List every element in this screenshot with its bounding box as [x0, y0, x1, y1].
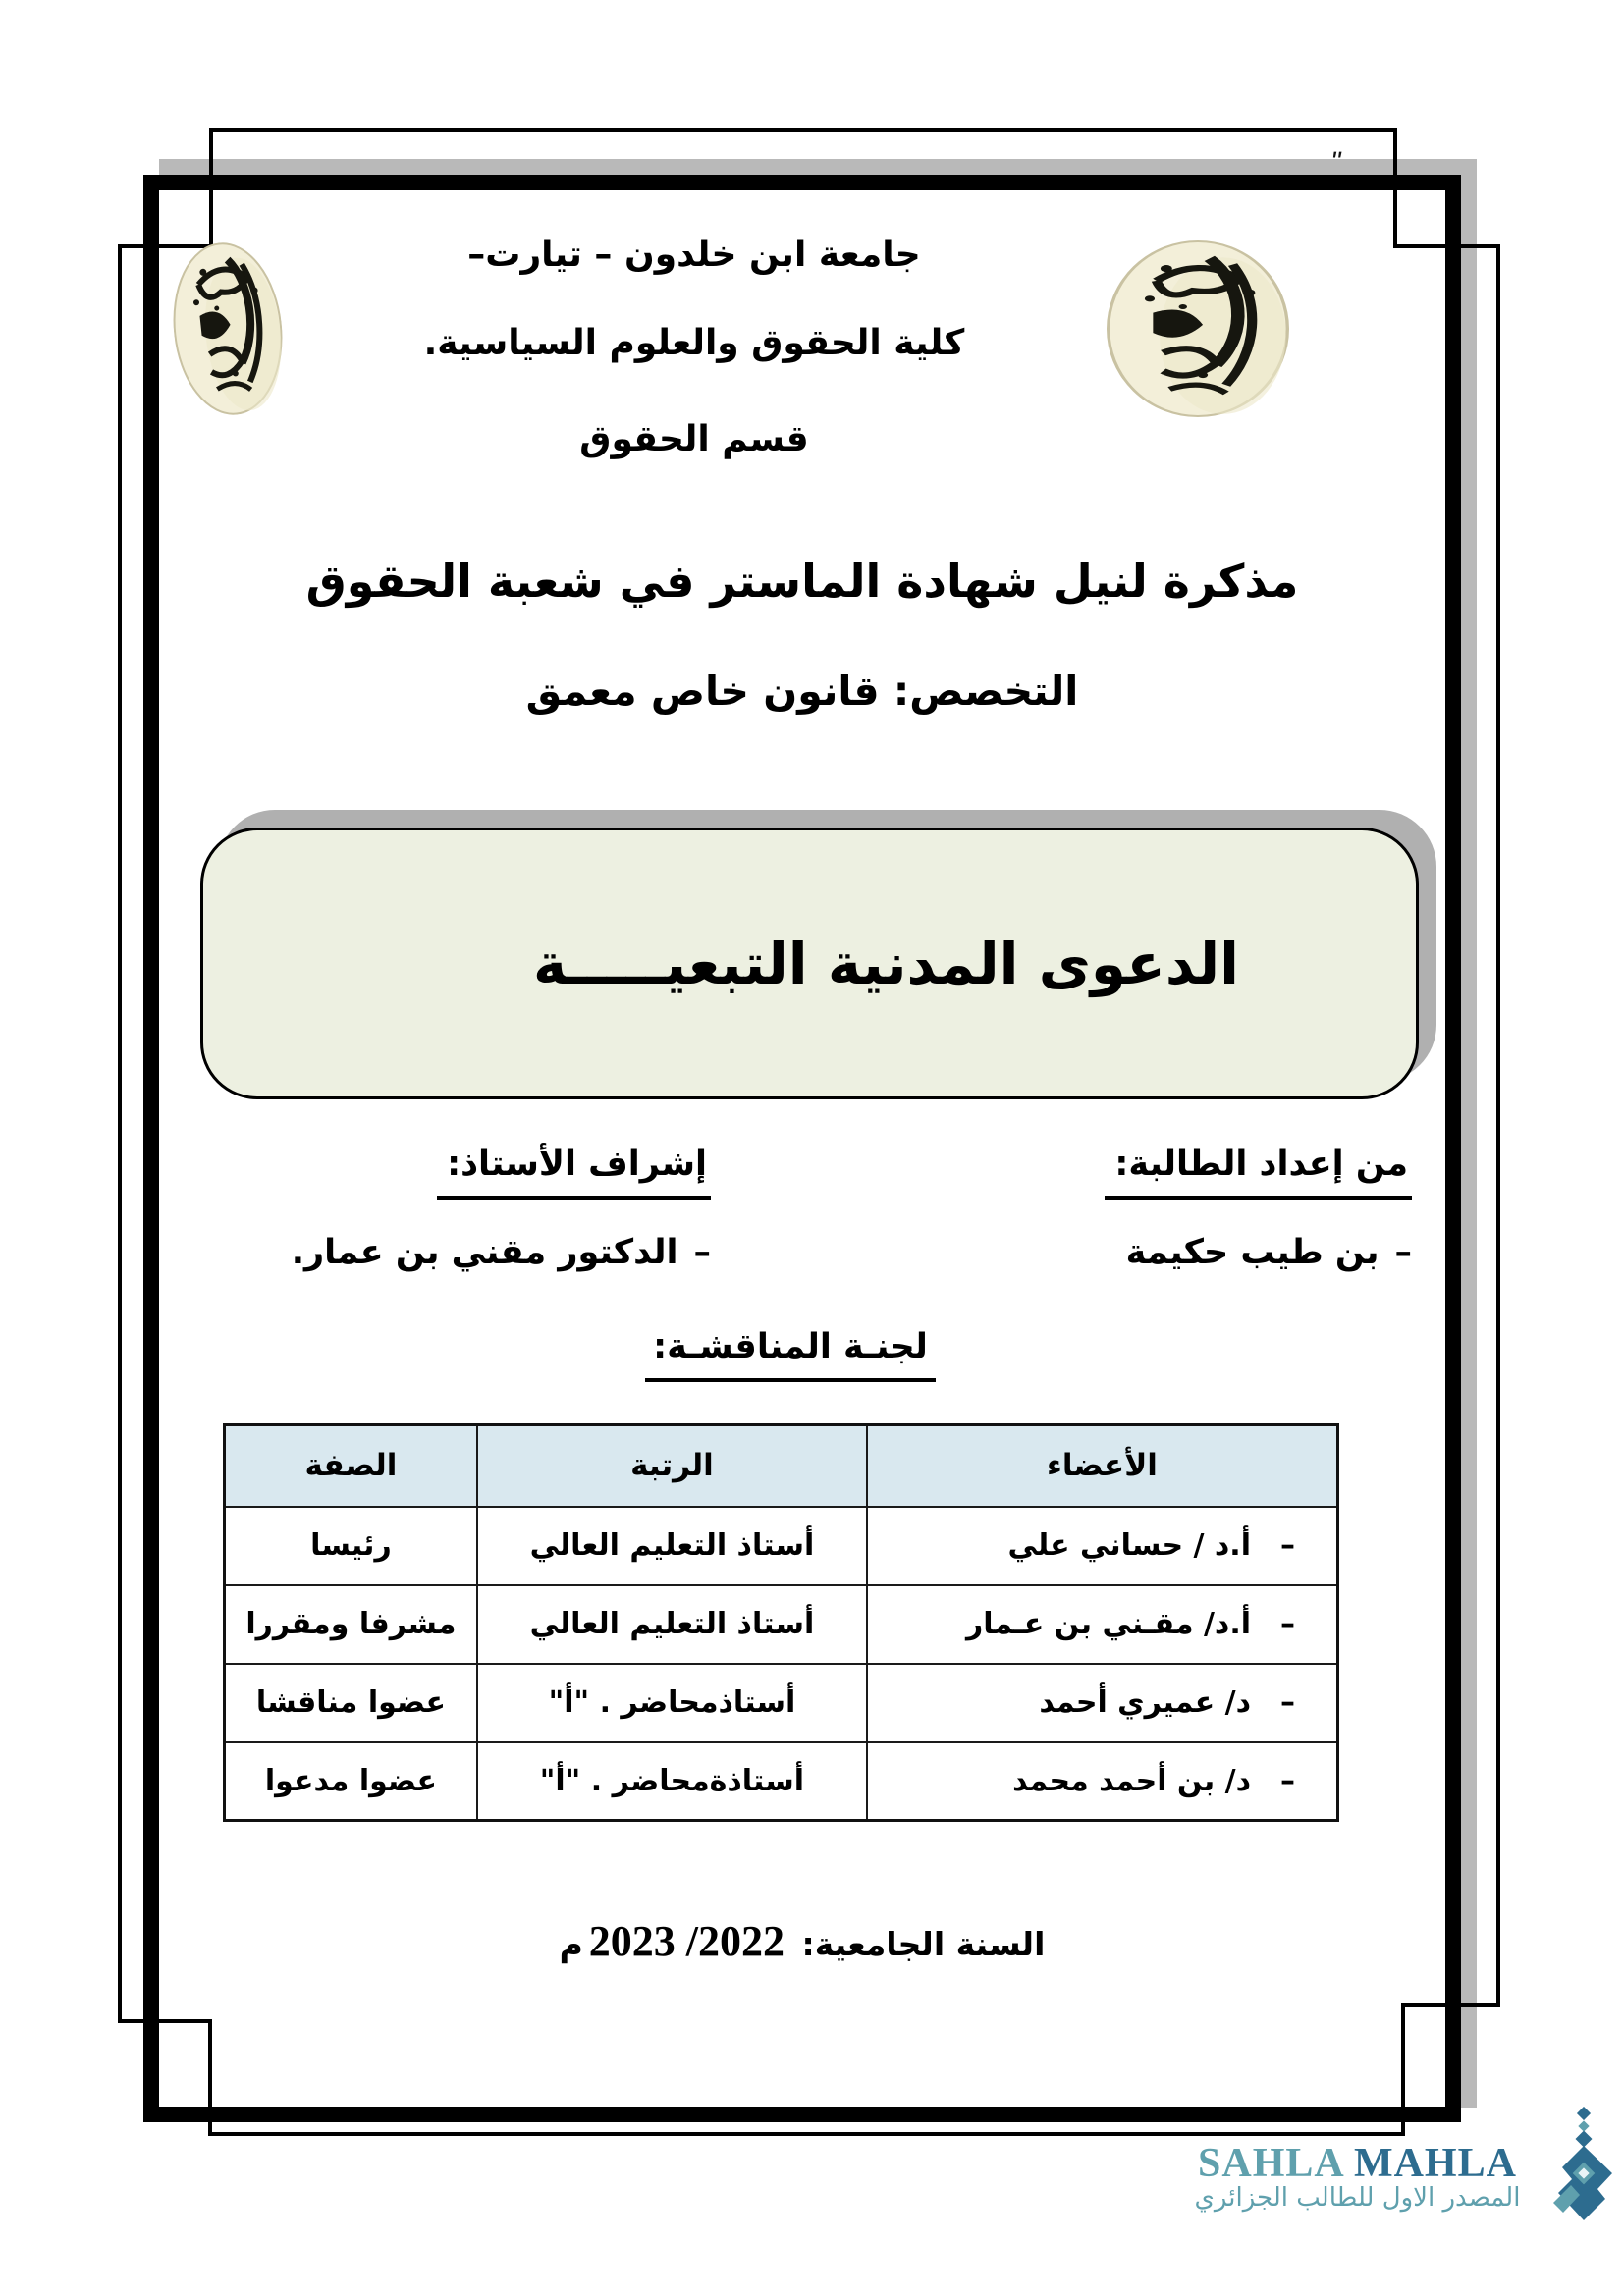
frame-thin-br-stub: [1401, 2003, 1405, 2136]
role-cell: مشرفا ومقررا: [225, 1585, 477, 1664]
rank-cell: أستاذةمحاضر . "أ": [477, 1742, 867, 1821]
supervisor-block: [167, 1145, 711, 1272]
committee-heading: [137, 1327, 1443, 1382]
member-name: د/ عميري أحمد: [1039, 1685, 1251, 1720]
prepared-by-block: [1019, 1145, 1412, 1272]
rank-cell: أستاذمحاضر . "أ": [477, 1664, 867, 1742]
frame-thin-br-jog: [1401, 2003, 1500, 2007]
memoir-line: مذكرة لنيل شهادة الماستر في شعبة الحقوق: [305, 555, 1299, 608]
table-row: [225, 1742, 1338, 1821]
student-name-line: [1019, 1233, 1412, 1272]
frame-shadow-right: [1461, 159, 1477, 2108]
committee-table: [223, 1423, 1339, 1822]
column-rank: الرتبة: [477, 1425, 867, 1507]
column-role: الصفة: [225, 1425, 477, 1507]
academic-year-line: [159, 1916, 1445, 1966]
table-row: [225, 1664, 1338, 1742]
frame-thin-bottom: [208, 2132, 1405, 2136]
ditto-mark: ʺ: [1331, 149, 1346, 177]
dash: –: [1280, 1528, 1295, 1563]
role-cell: رئيسا: [225, 1507, 477, 1585]
dash: –: [1280, 1763, 1295, 1798]
member-cell: [867, 1585, 1338, 1664]
frame-shadow-top: [159, 159, 1477, 175]
brand-second-word: MAHLA: [1342, 2141, 1517, 2186]
frame-thin-tr-jog: [1393, 244, 1500, 248]
dash: –: [1394, 1233, 1412, 1272]
committee-heading-label: لجنـة المناقشـة:: [645, 1327, 936, 1382]
committee-header-row: [225, 1425, 1338, 1507]
university-seal-icon: [165, 238, 291, 421]
student-name: بن طيب حكيمة: [1125, 1233, 1380, 1272]
role-cell: عضوا مدعوا: [225, 1742, 477, 1821]
brand-first-word: SAHLA: [1198, 2141, 1343, 2186]
dash: –: [693, 1233, 711, 1272]
column-members: الأعضاء: [867, 1425, 1338, 1507]
dash: –: [1280, 1607, 1295, 1641]
role-cell: عضوا مناقشا: [225, 1664, 477, 1742]
watermark-brand: [1168, 2140, 1546, 2187]
watermark-tagline: المصدر الاول للطالب الجزائري: [1194, 2183, 1521, 2213]
frame-thin-top: [209, 128, 1397, 132]
academic-year-value: 2022/ 2023: [588, 1917, 785, 1965]
frame-thin-right: [1496, 244, 1500, 2007]
thesis-title: الدعوى المدنية التبعيـــــة: [532, 930, 1240, 997]
frame-thin-tl-stub: [209, 128, 213, 248]
frame-thin-bl-jog: [118, 2019, 212, 2023]
academic-year-suffix: م: [559, 1925, 583, 1963]
dash: –: [1280, 1685, 1295, 1720]
university-name: جامعة ابن خلدون – تيارت–: [467, 235, 921, 275]
member-cell: [867, 1742, 1338, 1821]
frame-thin-tr-stub: [1393, 128, 1397, 248]
supervisor-name-line: [167, 1233, 711, 1272]
member-cell: [867, 1664, 1338, 1742]
academic-year-label: السنة الجامعية:: [801, 1925, 1046, 1963]
thesis-title-box: [200, 828, 1419, 1099]
table-row: [225, 1585, 1338, 1664]
department-name: قسم الحقوق: [579, 419, 809, 459]
rank-cell: أستاذ التعليم العالي: [477, 1507, 867, 1585]
prepared-by-label: من إعداد الطالبة:: [1105, 1145, 1412, 1200]
member-cell: [867, 1507, 1338, 1585]
member-name: د/ بن أحمد محمد: [1012, 1763, 1251, 1798]
specialty-line: التخصص: قانون خاص معمق: [525, 667, 1079, 715]
rank-cell: أستاذ التعليم العالي: [477, 1585, 867, 1664]
university-seal-icon: [1107, 240, 1289, 417]
member-name: أ.د / حساني علي: [1007, 1528, 1251, 1563]
frame-thin-left: [118, 244, 122, 2023]
frame-thin-bl-stub: [208, 2019, 212, 2136]
member-name: أ.د/ مقـني بن عـمار: [965, 1607, 1251, 1641]
supervisor-name: الدكتور مقني بن عمار.: [291, 1233, 678, 1272]
watermark-emblem-icon: [1547, 2107, 1618, 2224]
faculty-name: كلية الحقوق والعلوم السياسية.: [423, 323, 965, 363]
supervisor-label: إشراف الأستاذ:: [437, 1145, 711, 1200]
table-row: [225, 1507, 1338, 1585]
